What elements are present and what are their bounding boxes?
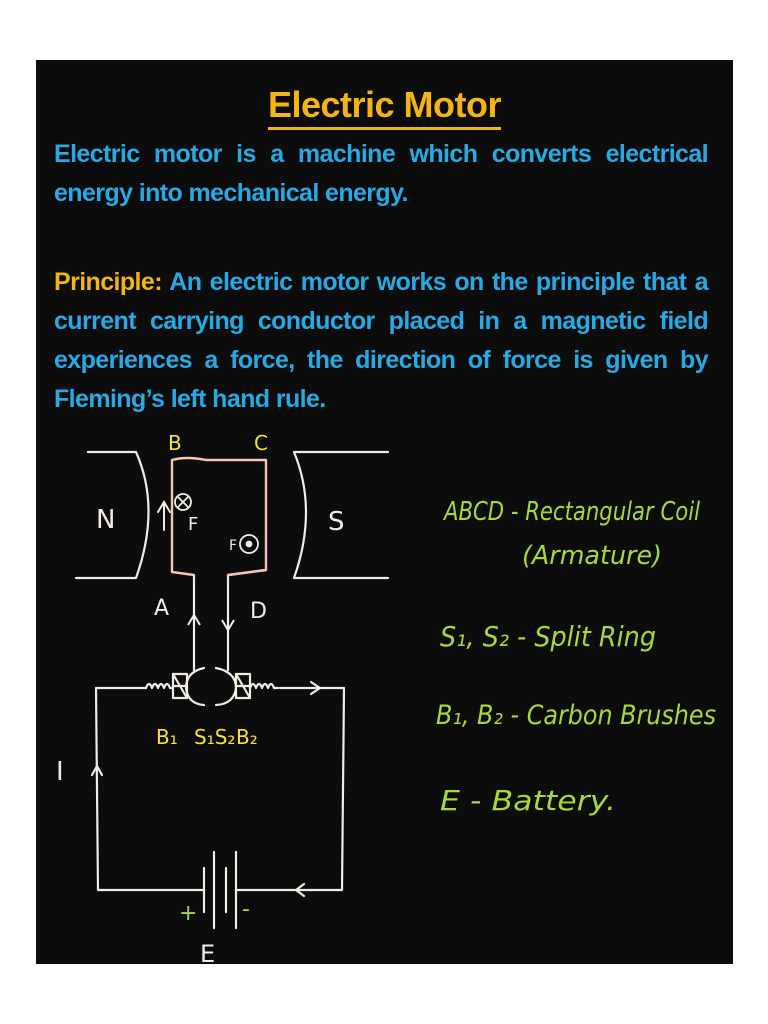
label-corner-a: A <box>154 596 170 621</box>
motor-diagram <box>36 420 733 964</box>
label-north: N <box>96 505 116 535</box>
label-corner-b: B <box>168 431 182 455</box>
legend-coil: ABCD - Rectangular Coil <box>442 497 701 527</box>
slide <box>36 60 733 964</box>
label-south: S <box>328 507 345 537</box>
slide-title <box>36 84 733 126</box>
label-split-rings: S₁S₂ <box>194 725 236 749</box>
spring-left <box>146 684 173 688</box>
principle-label: Principle: <box>54 268 162 296</box>
label-brush-1: B₁ <box>156 725 178 749</box>
definition-paragraph: Electric motor is a machine which converts electrical energy into mechanical energy. <box>54 140 708 207</box>
label-force-right: F <box>229 538 238 554</box>
legend-split-ring: S₁, S₂ - Split Ring <box>440 620 656 653</box>
force-arrow-left <box>158 502 170 530</box>
field-out-of-page-icon <box>240 535 258 553</box>
split-ring-s2 <box>216 668 236 705</box>
slide-title-text: Electric Motor <box>268 84 501 130</box>
circuit-wire-right <box>236 688 344 890</box>
field-into-page-icon <box>175 494 191 510</box>
split-ring-s1 <box>186 668 204 705</box>
circuit-wire <box>96 688 204 890</box>
principle-text: An electric motor works on the principle that a current carrying conductor placed in a magnetic field experiences a force, the direction of force is given by Fleming’s left hand rule. <box>54 268 708 413</box>
label-plus: + <box>179 901 198 926</box>
legend-battery: E - Battery. <box>440 784 616 817</box>
label-brush-2: B₂ <box>236 725 258 749</box>
spring-right <box>250 684 278 688</box>
label-minus: - <box>242 897 250 922</box>
legend-carbon-brushes: B₁, B₂ - Carbon Brushes <box>436 700 716 731</box>
principle-paragraph <box>54 263 708 419</box>
label-battery: E <box>200 940 216 964</box>
label-corner-d: D <box>250 599 267 624</box>
legend-armature: (Armature) <box>522 541 662 571</box>
label-current: I <box>56 757 64 787</box>
label-corner-c: C <box>254 431 268 455</box>
label-force-left: F <box>188 514 199 535</box>
armature-coil <box>172 458 266 575</box>
